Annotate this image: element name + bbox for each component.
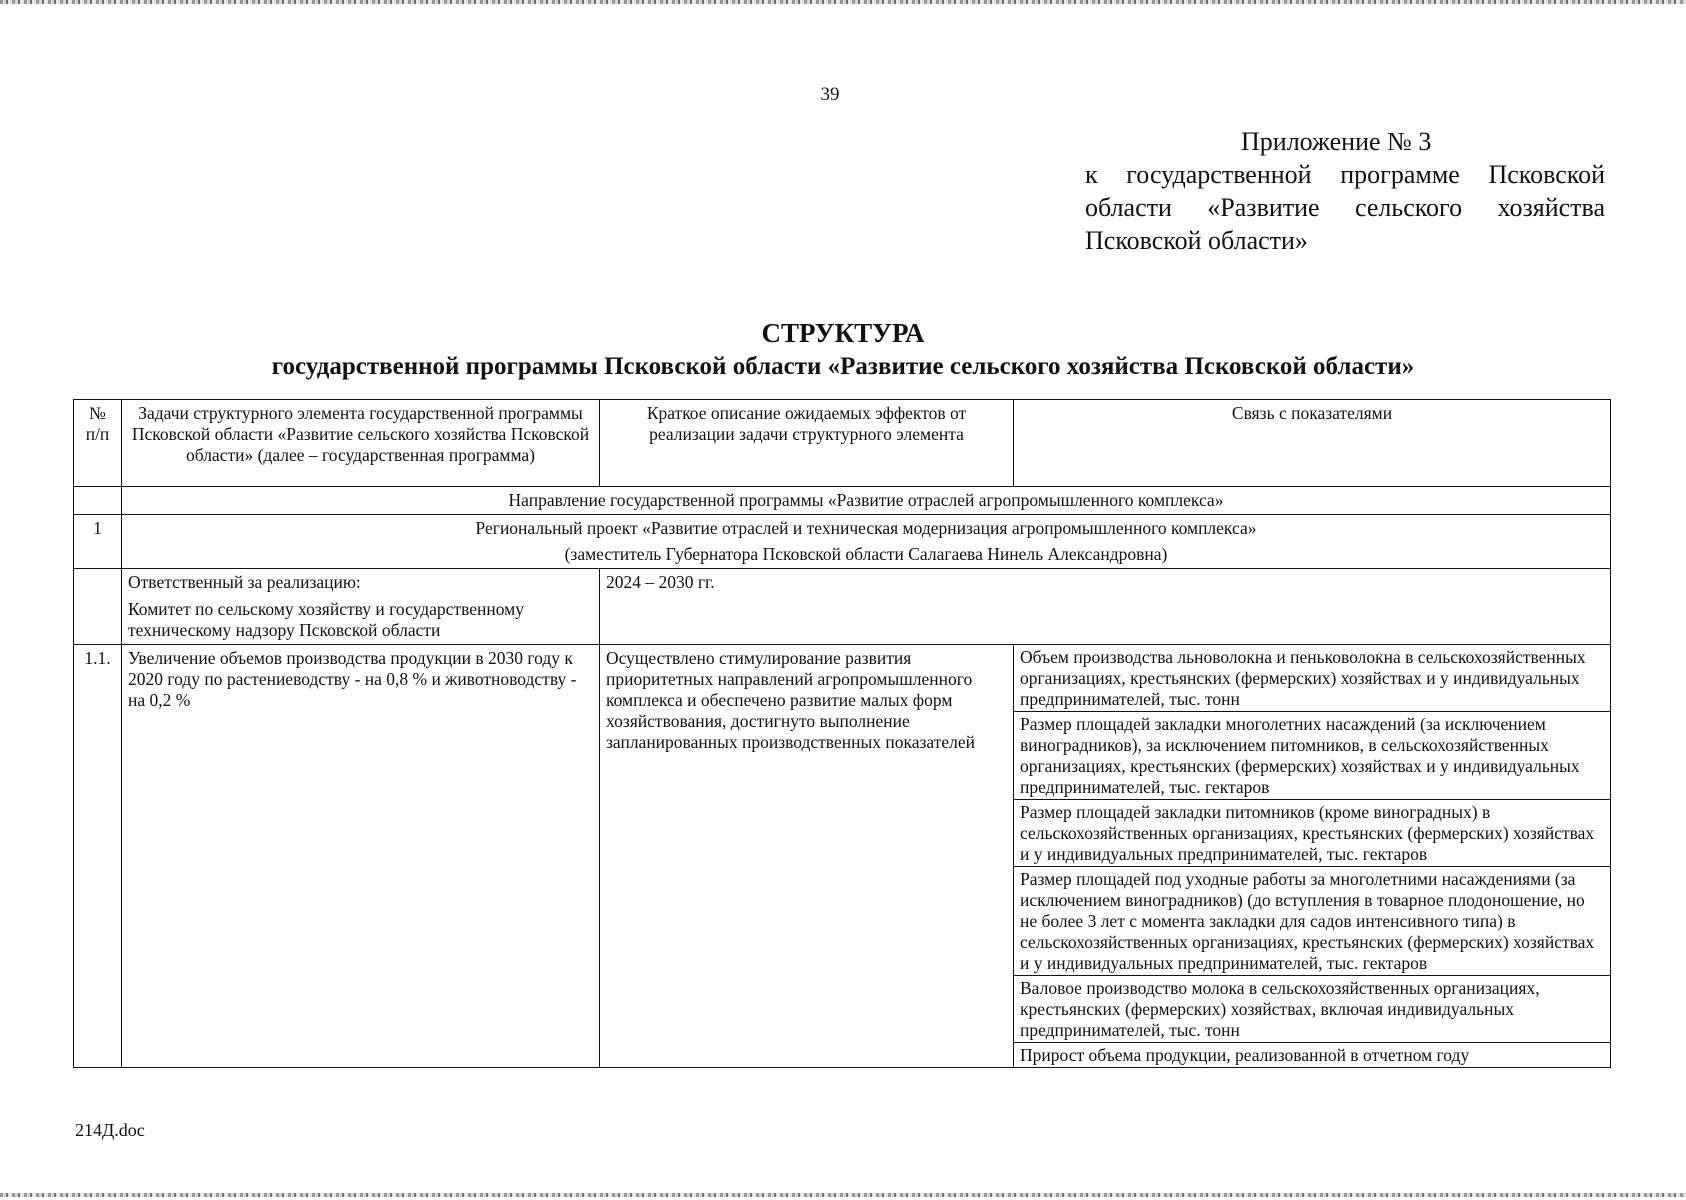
implementation-period: 2024 – 2030 гг. bbox=[600, 569, 1611, 645]
responsible-cell bbox=[122, 569, 600, 645]
appendix-line: к государственной программе Псковской bbox=[1085, 160, 1605, 189]
appendix-title: Приложение № 3 bbox=[1241, 127, 1432, 156]
project-cell bbox=[122, 515, 1611, 569]
responsible-row bbox=[74, 569, 1611, 645]
project-num: 1 bbox=[74, 515, 122, 569]
page-number: 39 bbox=[820, 84, 840, 105]
header-tasks: Задачи структурного элемента государственной программы Псковской области «Развитие сельского хозяйства Псковской области» (далее – государственная программа) bbox=[122, 400, 600, 487]
direction-row bbox=[74, 487, 1611, 515]
direction-num-cell bbox=[74, 487, 122, 515]
task-row bbox=[74, 645, 1611, 1068]
task-num: 1.1. bbox=[74, 645, 122, 1068]
direction-name: Направление государственной программы «Развитие отраслей агропромышленного комплекса» bbox=[122, 487, 1611, 515]
footer-file-name: 214Д.doc bbox=[75, 1120, 145, 1140]
structure-table bbox=[73, 399, 1611, 1068]
indicator-item: Прирост объема продукции, реализованной в отчетном году bbox=[1020, 1045, 1470, 1065]
indicator-item: Размер площадей закладки питомников (кроме виноградных) в сельскохозяйственных организациях, крестьянских (фермерских) хозяйствах и у индивидуальных предпринимателей, тыс. гектаров bbox=[1014, 800, 1610, 867]
document-title: СТРУКТУРА bbox=[761, 318, 925, 348]
indicator-item: Объем производства льноволокна и пеньковолокна в сельскохозяйственных организациях, крестьянских (фермерских) хозяйствах и у индивидуальных предпринимателей, тыс. тонн bbox=[1014, 645, 1610, 712]
responsible-num-cell bbox=[74, 569, 122, 645]
indicator-item: Размер площадей закладки многолетних насаждений (за исключением виноградников), за исключением питомников, в сельскохозяйственных организациях, крестьянских (фермерских) хозяйствах и у индивидуальных предпринимателей, тыс. гектаров bbox=[1014, 712, 1610, 800]
indicator-item: Размер площадей под уходные работы за многолетними насаждениями (за исключением виноградников) (до вступления в товарное плодоношение, но не более 3 лет с момента закладки для садов интенсивного типа) в сельскохозяйственных организациях, крестьянских (фермерских) хозяйствах и у индивидуальных предпринимателей, тыс. гектаров bbox=[1014, 867, 1610, 976]
task-effect: Осуществлено стимулирование развития приоритетных направлений агропромышленного комплекса и обеспечено развитие малых форм хозяйствования, достигнуто выполнение запланированных производственных показателей bbox=[600, 645, 1014, 1068]
scan-edge-top bbox=[0, 0, 1686, 4]
appendix-line: Псковской области» bbox=[1085, 226, 1308, 255]
indicators-cell bbox=[1014, 645, 1611, 1068]
responsible-label: Ответственный за реализацию: bbox=[128, 572, 361, 592]
header-indicators: Связь с показателями bbox=[1014, 400, 1611, 487]
responsible-org: Комитет по сельскому хозяйству и государственному техническому надзору Псковской области bbox=[128, 599, 524, 640]
project-curator: (заместитель Губернатора Псковской области Салагаева Нинель Александровна) bbox=[564, 544, 1168, 564]
header-effects: Краткое описание ожидаемых эффектов от реализации задачи структурного элемента bbox=[600, 400, 1014, 487]
project-name: Региональный проект «Развитие отраслей и техническая модернизация агропромышленного комплекса» bbox=[475, 518, 1257, 538]
appendix-block bbox=[1085, 125, 1605, 257]
indicator-item: Валовое производство молока в сельскохозяйственных организациях, крестьянских (фермерских) хозяйствах, включая индивидуальных предпринимателей, тыс. тонн bbox=[1014, 976, 1610, 1043]
table-header-row bbox=[74, 400, 1611, 487]
appendix-line: области «Развитие сельского хозяйства bbox=[1085, 193, 1605, 222]
header-num: № п/п bbox=[74, 400, 122, 487]
document-subtitle: государственной программы Псковской области «Развитие сельского хозяйства Псковской области» bbox=[271, 353, 1415, 380]
task-text: Увеличение объемов производства продукции в 2030 году к 2020 году по растениеводству - на 0,8 % и животноводству - на 0,2 % bbox=[122, 645, 600, 1068]
scan-edge-bottom bbox=[0, 1193, 1686, 1197]
project-row bbox=[74, 515, 1611, 569]
